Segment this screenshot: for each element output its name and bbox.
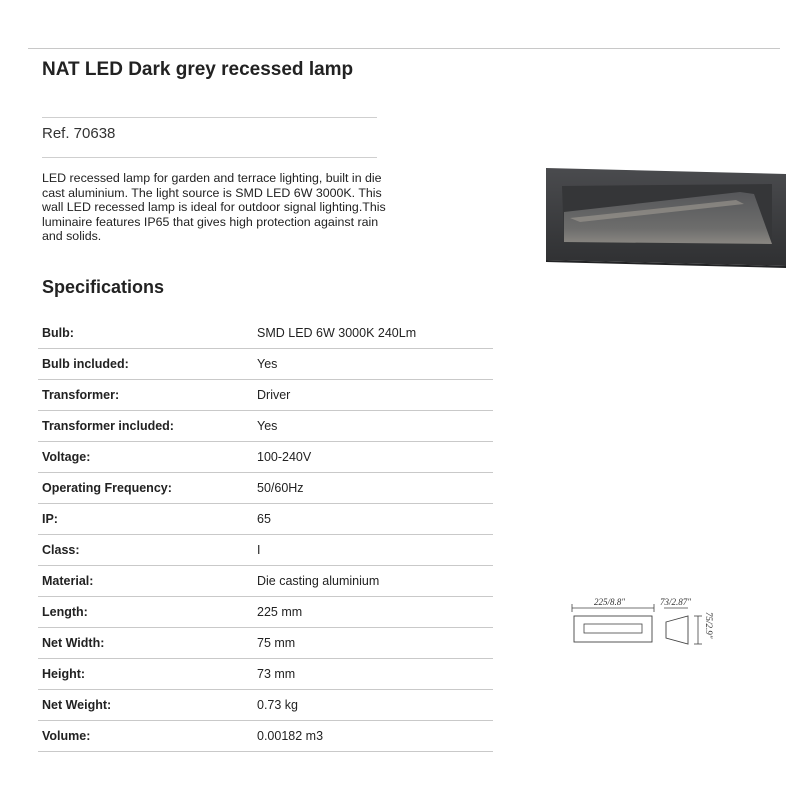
spec-value: I <box>257 543 261 557</box>
spec-label: Voltage: <box>42 450 91 464</box>
spec-label: Net Weight: <box>42 698 112 712</box>
spec-row-bulb-included <box>38 349 493 380</box>
spec-label: Bulb: <box>42 326 74 340</box>
spec-row-operating-frequency <box>38 473 493 504</box>
spec-label: Height: <box>42 667 86 681</box>
spec-label: Operating Frequency: <box>42 481 172 495</box>
spec-value: 75 mm <box>257 636 296 650</box>
spec-row-transformer-included <box>38 411 493 442</box>
product-image <box>540 162 790 272</box>
spec-row-material <box>38 566 493 597</box>
spec-label: Length: <box>42 605 88 619</box>
spec-value: 50/60Hz <box>257 481 304 495</box>
spec-value: SMD LED 6W 3000K 240Lm <box>257 326 417 340</box>
spec-row-voltage <box>38 442 493 473</box>
dimension-depth-label: 73/2.87" <box>660 597 692 607</box>
spec-value: 100-240V <box>257 450 312 464</box>
spec-label: Material: <box>42 574 94 588</box>
product-reference: Ref. 70638 <box>42 125 116 142</box>
spec-row-volume <box>38 721 493 752</box>
specifications-heading: Specifications <box>42 277 165 297</box>
spec-label: Net Width: <box>42 636 105 650</box>
spec-row-bulb <box>38 318 493 349</box>
spec-value: 0.73 kg <box>257 698 299 712</box>
spec-value: Die casting aluminium <box>257 574 380 588</box>
spec-value: Driver <box>257 388 291 402</box>
title-divider <box>42 117 377 118</box>
dimension-height-label: 75/2.9" <box>704 612 714 639</box>
spec-label: IP: <box>42 512 58 526</box>
spec-label: Volume: <box>42 729 91 743</box>
spec-value: Yes <box>257 357 278 371</box>
spec-value: 65 <box>257 512 271 526</box>
spec-label: Transformer included: <box>42 419 174 433</box>
spec-label: Transformer: <box>42 388 120 402</box>
spec-label: Bulb included: <box>42 357 129 371</box>
product-title: NAT LED Dark grey recessed lamp <box>42 59 354 80</box>
spec-value: 73 mm <box>257 667 296 681</box>
specifications-table <box>38 318 493 752</box>
spec-value: Yes <box>257 419 278 433</box>
dimension-length-label: 225/8.8" <box>594 597 626 607</box>
spec-row-ip <box>38 504 493 535</box>
spec-row-net-width <box>38 628 493 659</box>
ref-divider <box>42 157 377 158</box>
spec-value: 225 mm <box>257 605 303 619</box>
spec-row-net-weight <box>38 690 493 721</box>
top-divider <box>28 48 780 49</box>
spec-row-transformer <box>38 380 493 411</box>
spec-label: Class: <box>42 543 80 557</box>
spec-value: 0.00182 m3 <box>257 729 324 743</box>
spec-row-class <box>38 535 493 566</box>
spec-row-length <box>38 597 493 628</box>
product-description: LED recessed lamp for garden and terrace lighting, built in die cast aluminium. The light source is SMD LED 6W 3000K. This wall LED recessed lamp is ideal for outdoor signal lighting.This luminaire features IP65 that gives high protection against rain and solids. <box>42 171 386 244</box>
spec-row-height <box>38 659 493 690</box>
dimension-drawing <box>560 590 730 655</box>
